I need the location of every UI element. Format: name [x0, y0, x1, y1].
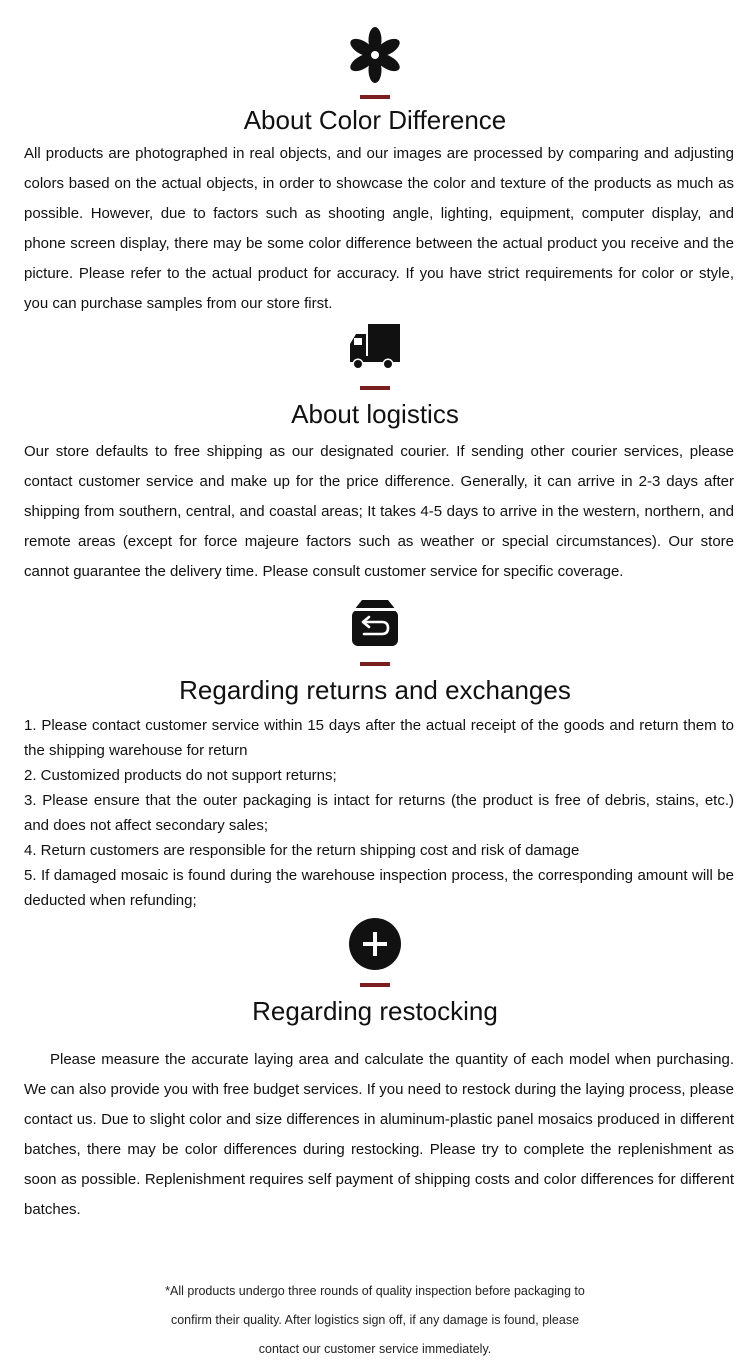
footnote: *All products undergo three rounds of quality inspection before packaging to confirm their quality. After logistics sign off, if any damage is found, please contact our customer service immediately.: [165, 1284, 585, 1356]
list-item: 4. Return customers are responsible for the return shipping cost and risk of damage: [24, 842, 580, 859]
section-body: Please measure the accurate laying area and calculate the quantity of each model when purchasing. We can also provide you with free budget services. If you need to restock during the laying process, please contact us. Due to slight color and size differences in aluminum-plastic panel mosaics produced in different batches, there may be color differences during restocking. Please try to complete the replenishment as soon as possible. Replenishment requires self payment of shipping costs and color differences for different batches.: [24, 1051, 734, 1218]
section-body: All products are photographed in real objects, and our images are processed by comparing and adjusting colors based on the actual objects, in order to showcase the color and texture of the products as much as possible. However, due to factors such as shooting angle, lighting, equipment, computer display, and phone screen display, there may be some color difference between the actual product you receive and the picture. Please refer to the actual product for accuracy. If you have strict requirements for color or style, you can purchase samples from our store first.: [24, 145, 734, 312]
plus-circle-icon: [349, 918, 401, 970]
list-item: 3. Please ensure that the outer packaging is intact for returns (the product is free of debris, stains, etc.) and does not affect secondary sales;: [24, 792, 734, 834]
list-item: 1. Please contact customer service within 15 days after the actual receipt of the goods and return them to the shipping warehouse for return: [24, 717, 734, 759]
section-title: Regarding restocking: [252, 996, 498, 1026]
list-item: 5. If damaged mosaic is found during the warehouse inspection process, the corresponding amount will be deducted when refunding;: [24, 867, 734, 909]
section-title: Regarding returns and exchanges: [179, 675, 571, 705]
section-title: About Color Difference: [243, 105, 507, 135]
section-title: About logistics: [291, 399, 459, 429]
list-item: 2. Customized products do not support returns;: [24, 767, 337, 784]
section-body: Our store defaults to free shipping as our designated courier. If sending other courier services, please contact customer service and make up for the price difference. Generally, it can arrive in 2-3 days after shipping from southern, central, and coastal areas; It takes 4-5 days to arrive in the western, northern, and remote areas (except for force majeure factors such as weather or special circumstances). Our store cannot guarantee the delivery time. Please consult customer service for specific coverage.: [24, 443, 734, 580]
section-divider: [360, 983, 390, 987]
